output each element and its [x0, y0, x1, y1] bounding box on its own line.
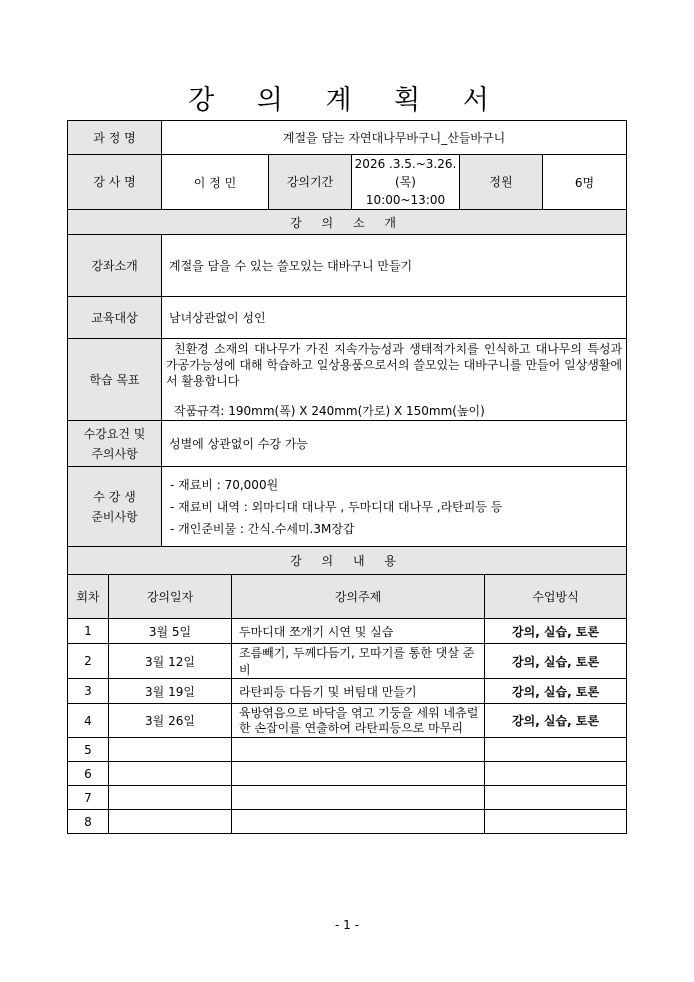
target-label: 교육대상 [68, 297, 162, 339]
row-method: 강의, 실습, 토론 [485, 644, 627, 679]
capacity-label: 정원 [460, 155, 543, 210]
period-dates: 2026 .3.5.~3.26.(목) [354, 157, 457, 189]
capacity-value: 6명 [543, 155, 627, 210]
schedule-row [68, 704, 627, 738]
col-header-date: 강의일자 [109, 575, 232, 619]
row-method [485, 762, 627, 786]
row-date [109, 810, 232, 834]
row-topic [232, 738, 485, 762]
document-title: 강 의 계 획 서 [188, 85, 506, 116]
row-date: 3월 19일 [109, 679, 232, 704]
class-intro-label: 강좌소개 [68, 235, 162, 297]
instructor-label: 강 사 명 [68, 155, 162, 210]
period-value [352, 155, 460, 210]
row-date: 3월 5일 [109, 619, 232, 644]
requirements-label-line2: 주의사항 [91, 446, 138, 461]
row-date [109, 762, 232, 786]
schedule-row [68, 619, 627, 644]
row-date [109, 738, 232, 762]
row-method: 강의, 실습, 토론 [485, 704, 627, 738]
page-number: - 1 - [335, 918, 359, 932]
schedule-row [68, 679, 627, 704]
row-no: 7 [68, 786, 109, 810]
requirements-label [68, 421, 162, 467]
row-date [109, 786, 232, 810]
prep-item: - 재료비 내역 : 외마디대 대나무 , 두마디대 대나무 ,라탄피등 등 [170, 499, 503, 514]
target-text: 남녀상관없이 성인 [162, 297, 627, 339]
row-topic: 육방엮음으로 바닥을 엮고 기둥을 세워 네츄럴한 손잡이를 연출하여 라탄피등으로 마무리 [232, 704, 485, 738]
schedule-row [68, 738, 627, 762]
prep-label [68, 467, 162, 547]
prep-label-line1: 수 강 생 [93, 489, 136, 504]
row-method: 강의, 실습, 토론 [485, 619, 627, 644]
schedule-row [68, 644, 627, 679]
row-date: 3월 26일 [109, 704, 232, 738]
goal-spec: 작품규격: 190mm(폭) X 240mm(가로) X 150mm(높이) [174, 403, 485, 418]
row-no: 8 [68, 810, 109, 834]
lecture-plan-table [67, 120, 627, 834]
schedule-row [68, 762, 627, 786]
period-label: 강의기간 [269, 155, 352, 210]
row-topic [232, 762, 485, 786]
row-no: 3 [68, 679, 109, 704]
prep-item: - 재료비 : 70,000원 [170, 477, 279, 492]
goal-text: 친환경 소재의 대나무가 가진 지속가능성과 생태적가치를 인식하고 대나무의 특성과 가공가능성에 대해 학습하고 일상용품으로서의 쓸모있는 대바구니를 만들어 일상생활에서 활용합니다 [166, 341, 623, 388]
prep-item: - 개인준비물 : 간식.수세미.3M장갑 [170, 521, 355, 536]
goal-label: 학습 목표 [68, 339, 162, 421]
col-header-no: 회차 [68, 575, 109, 619]
row-topic [232, 810, 485, 834]
requirements-label-line1: 수강요건 및 [83, 426, 146, 441]
row-no: 5 [68, 738, 109, 762]
prep-items [162, 467, 627, 547]
row-topic: 라탄피등 다듬기 및 버팀대 만들기 [232, 679, 485, 704]
schedule-row [68, 786, 627, 810]
row-topic: 조름빼기, 두께다듬기, 모따기를 통한 댓살 준비 [232, 644, 485, 679]
schedule-row [68, 810, 627, 834]
row-topic [232, 786, 485, 810]
row-date: 3월 12일 [109, 644, 232, 679]
period-time: 10:00~13:00 [365, 193, 446, 207]
row-method [485, 810, 627, 834]
content-section-header: 강 의 내 용 [68, 547, 627, 575]
row-no: 4 [68, 704, 109, 738]
row-no: 1 [68, 619, 109, 644]
course-name-label: 과 정 명 [68, 121, 162, 155]
row-no: 2 [68, 644, 109, 679]
intro-section-header: 강 의 소 개 [68, 210, 627, 235]
class-intro-text: 계절을 담을 수 있는 쓸모있는 대바구니 만들기 [162, 235, 627, 297]
instructor-name: 이 정 민 [162, 155, 269, 210]
row-method [485, 738, 627, 762]
prep-label-line2: 준비사항 [91, 509, 138, 524]
col-header-method: 수업방식 [485, 575, 627, 619]
requirements-text: 성별에 상관없이 수강 가능 [162, 421, 627, 467]
col-header-topic: 강의주제 [232, 575, 485, 619]
row-topic: 두마디대 쪼개기 시연 및 실습 [232, 619, 485, 644]
row-no: 6 [68, 762, 109, 786]
row-method [485, 786, 627, 810]
row-method: 강의, 실습, 토론 [485, 679, 627, 704]
goal-cell [162, 339, 627, 421]
course-name-value: 계절을 담는 자연대나무바구니_산들바구니 [162, 121, 627, 155]
